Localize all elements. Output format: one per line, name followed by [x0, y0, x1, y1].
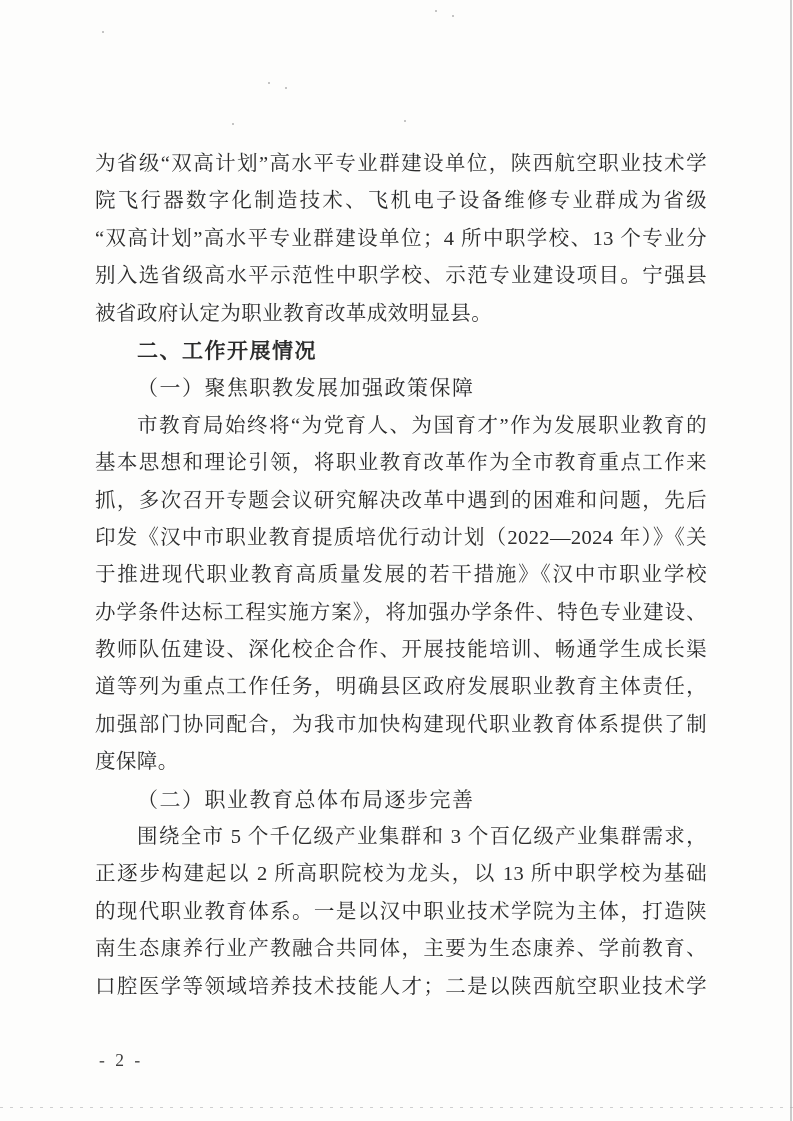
text-line: 基本思想和理论引领，将职业教育改革作为全市教育重点工作来 [95, 452, 707, 475]
subsection-heading [95, 370, 707, 407]
text-line: 口腔医学等领域培养技术技能人才；二是以陕西航空职业技术学 [95, 975, 707, 998]
text-line: 办学条件达标工程实施方案》，将加强办学条件、特色专业建设、 [95, 601, 707, 624]
paragraph [95, 819, 707, 1006]
scan-edge-bottom [0, 1107, 793, 1108]
text-line: 围绕全市 5 个千亿级产业集群和 3 个百亿级产业集群需求， [137, 826, 707, 849]
text-line: 教师队伍建设、深化校企合作、开展技能培训、畅通学生成长渠 [95, 639, 707, 662]
text-line: 抓，多次召开专题会议研究解决改革中遇到的困难和问题，先后 [95, 489, 707, 512]
document-body [95, 146, 707, 1006]
text-line: 院飞行器数字化制造技术、飞机电子设备维修专业群成为省级 [95, 190, 707, 213]
text-line: 印发《汉中市职业教育提质培优行动计划（2022—2024 年）》《关 [95, 526, 707, 549]
paragraph-continuation [95, 146, 707, 333]
text-line: 南生态康养行业产教融合共同体，主要为生态康养、学前教育、 [95, 938, 707, 961]
subsection-heading [95, 782, 707, 819]
paragraph [95, 408, 707, 782]
text-line: （二）职业教育总体布局逐步完善 [137, 787, 475, 812]
scan-speck [404, 120, 406, 122]
text-line: 别入选省级高水平示范性中职学校、示范专业建设项目。宁强县 [95, 265, 707, 288]
text-line: 于推进现代职业教育高质量发展的若干措施》《汉中市职业学校 [95, 564, 707, 587]
text-line: 的现代职业教育体系。一是以汉中职业技术学院为主体，打造陕 [95, 900, 707, 923]
text-line: 度保障。 [95, 751, 179, 774]
text-line: 加强部门协同配合，为我市加快构建现代职业教育体系提供了制 [95, 713, 707, 736]
scan-speck [232, 123, 234, 125]
text-line: 市教育局始终将“为党育人、为国育才”作为发展职业教育的 [137, 414, 707, 437]
scan-speck [435, 10, 437, 12]
text-line: 道等列为重点工作任务，明确县区政府发展职业教育主体责任， [95, 676, 707, 699]
text-line: 正逐步构建起以 2 所高职院校为龙头，以 13 所中职学校为基础 [95, 863, 707, 886]
section-heading [95, 333, 707, 370]
text-line: 为省级“双高计划”高水平专业群建设单位，陕西航空职业技术学 [95, 153, 707, 175]
text-line: 被省政府认定为职业教育改革成效明显县。 [95, 302, 493, 325]
page-number: - 2 - [99, 1050, 144, 1070]
text-line: “双高计划”高水平专业群建设单位；4 所中职学校、13 个专业分 [95, 227, 707, 250]
scan-edge-right [790, 0, 792, 1121]
scan-speck [102, 31, 104, 33]
scan-speck [268, 82, 270, 84]
text-line: （一）聚焦职教发展加强政策保障 [137, 376, 475, 401]
scan-speck [452, 15, 454, 17]
scan-speck [285, 87, 287, 89]
text-line: 二、工作开展情况 [137, 339, 317, 363]
